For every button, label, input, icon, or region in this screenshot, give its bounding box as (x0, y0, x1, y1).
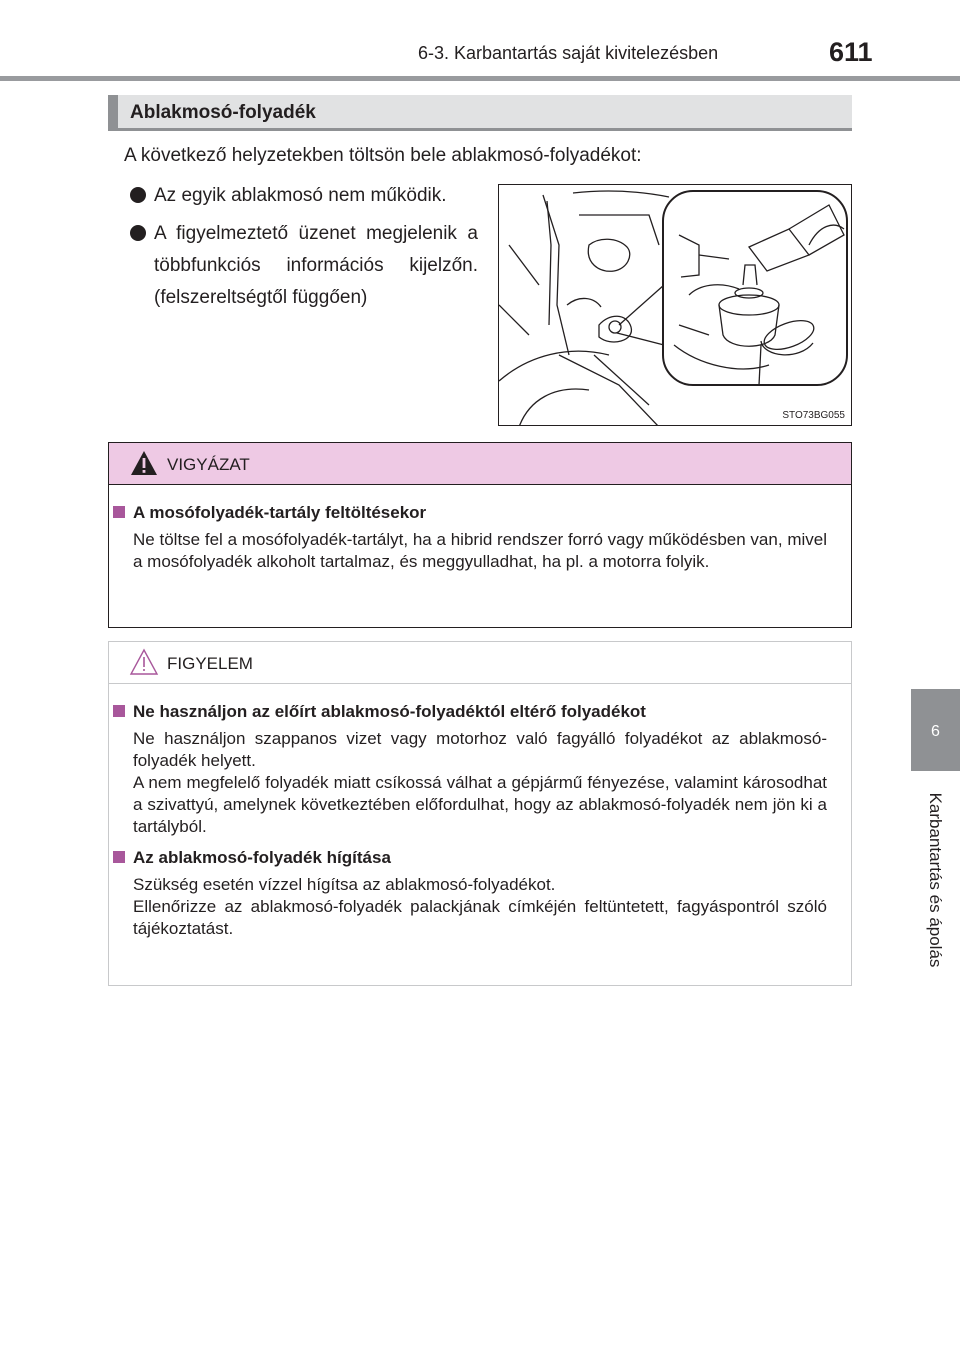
square-bullet-icon (113, 705, 125, 717)
notice-item-text: Szükség esetén vízzel hígítsa az ablakmosó-folyadékot. Ellenőrizze az ablakmosó-folyadék palackjának címkéjén feltüntetett, fagyáspontról szóló tájékoztatást. (133, 875, 827, 938)
intro-text: A következő helyzetekben töltsön bele ablakmosó-folyadékot: (124, 145, 642, 166)
chapter-label: Karbantartás és ápolás (926, 792, 945, 968)
caution-item (109, 503, 851, 573)
bullet-list (130, 180, 478, 320)
bullet-text: Az egyik ablakmosó nem működik. (154, 185, 447, 206)
chapter-number: 6 (931, 723, 940, 740)
washer-fluid-illustration (498, 184, 852, 426)
notice-item (109, 702, 851, 838)
running-header: 6-3. Karbantartás saját kivitelezésben (418, 43, 719, 63)
figure-code: STO73BG055 (782, 410, 845, 421)
notice-item (109, 848, 851, 940)
caution-item-title: A mosófolyadék-tartály feltöltésekor (133, 503, 827, 523)
bullet-icon (130, 225, 146, 241)
caution-label: VIGYÁZAT (167, 455, 250, 474)
square-bullet-icon (113, 506, 125, 518)
caution-header (109, 443, 851, 485)
warning-icon (129, 449, 159, 477)
engine-bay-drawing (499, 185, 852, 426)
section-title: Ablakmosó-folyadék (130, 102, 316, 123)
caution-item-text: Ne töltse fel a mosófolyadék-tartályt, ha a hibrid rendszer forró vagy működésben van, mivel a mosófolyadék alkoholt tartalmaz, és meggyulladhat, ha pl. a motorra folyik. (133, 530, 827, 571)
notice-item-title: Az ablakmosó-folyadék hígítása (133, 848, 827, 868)
header-rule (0, 76, 960, 81)
list-item (130, 218, 478, 314)
chapter-tab (911, 689, 960, 771)
notice-warning-icon (129, 648, 159, 676)
notice-header (109, 642, 851, 684)
notice-item-text: Ne használjon szappanos vizet vagy motorhoz való fagyálló folyadékot az ablakmosó-folyadék helyett. A nem megfelelő folyadék miatt csíkossá válhat a gépjármű fényezése, valamint károsodhat a szivattyú, amelynek következtében előfordulhat, hogy az ablakmosó-folyadék nem jön ki a tartályból. (133, 729, 827, 836)
notice-box (108, 641, 852, 986)
square-bullet-icon (113, 851, 125, 863)
notice-item-title: Ne használjon az előírt ablakmosó-folyadéktól eltérő folyadékot (133, 702, 827, 722)
caution-box (108, 442, 852, 628)
notice-label: FIGYELEM (167, 654, 253, 673)
bullet-icon (130, 187, 146, 203)
page-number: 611 (829, 37, 873, 67)
list-item (130, 180, 478, 212)
section-heading (108, 95, 852, 131)
bullet-text: A figyelmeztető üzenet megjelenik a többfunkciós információs kijelzőn. (felszereltségtől függően) (154, 223, 478, 308)
